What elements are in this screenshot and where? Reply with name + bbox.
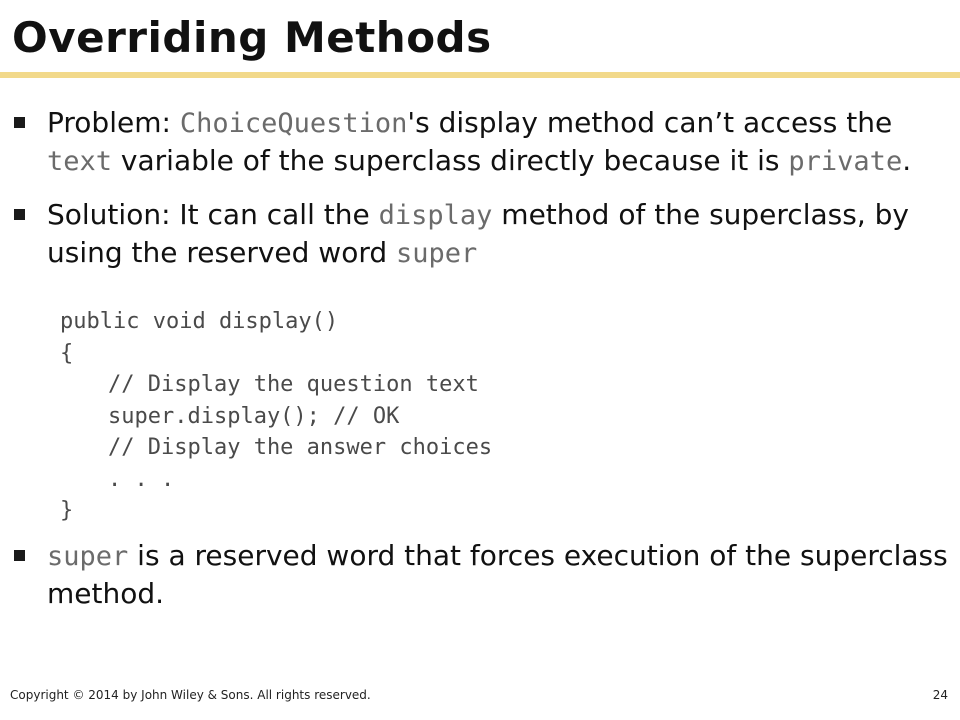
- bullet-super: [14, 537, 949, 612]
- square-bullet-icon: [14, 550, 25, 561]
- title-underline: [0, 72, 960, 78]
- code-line: super.display(); // OK: [108, 403, 400, 429]
- bullet-text: Solution: It can call the: [47, 198, 379, 231]
- code-example: [60, 306, 492, 527]
- code-term: text: [47, 146, 113, 177]
- code-term: display: [378, 200, 493, 231]
- bullet-text: method of the superclass, by using the reserved word: [47, 198, 909, 269]
- code-line: {: [60, 340, 74, 366]
- bullet-text: Problem:: [47, 106, 180, 139]
- code-term: super: [47, 541, 129, 572]
- code-line: }: [60, 498, 74, 523]
- bullet-problem: [14, 104, 949, 180]
- code-term: private: [788, 146, 903, 177]
- code-line: // Display the answer choices: [108, 435, 493, 460]
- copyright-footer: Copyright © 2014 by John Wiley & Sons. All rights reserved.: [10, 688, 371, 702]
- code-line: . . .: [108, 466, 175, 492]
- square-bullet-icon: [14, 209, 25, 220]
- code-line: public void display(): [60, 309, 339, 334]
- bullet-text: .: [902, 144, 912, 177]
- code-line: // Display the question text: [108, 372, 479, 397]
- bullet-text: variable of the superclass directly because it is: [112, 144, 789, 177]
- bullet-list: [14, 104, 949, 288]
- bullet-text: 's display method can’t access the: [407, 106, 893, 139]
- bullet-solution: [14, 196, 949, 272]
- slide-title: Overriding Methods: [12, 13, 492, 62]
- code-term: ChoiceQuestion: [179, 108, 408, 139]
- bullet-list: [14, 537, 949, 628]
- code-term: super: [396, 238, 478, 269]
- square-bullet-icon: [14, 117, 25, 128]
- page-number: 24: [932, 688, 948, 702]
- bullet-text: is a reserved word that forces execution of the superclass method.: [47, 539, 948, 610]
